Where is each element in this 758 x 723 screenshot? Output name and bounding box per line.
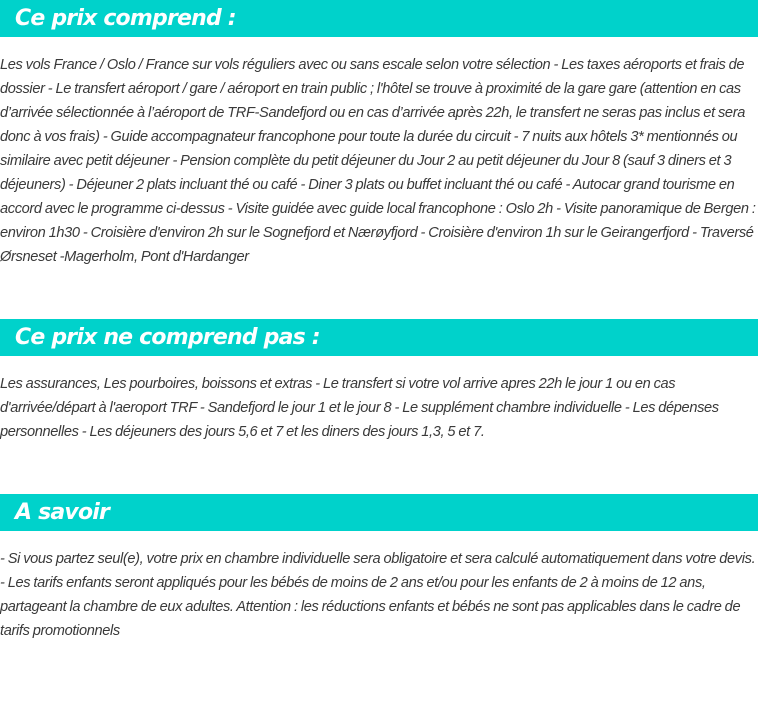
paragraph: - Si vous partez seul(e), votre prix en chambre individuelle sera obligatoire et sera calculé automatiquement dans votre devis. (0, 551, 756, 567)
section-header-good-to-know (0, 494, 758, 531)
section-title: A savoir (15, 500, 110, 525)
section-title: Ce prix comprend : (15, 6, 236, 31)
paragraph: - Les tarifs enfants seront appliqués pour les bébés de moins de 2 ans et/ou pour les enfants de 2 à moins de 12 ans, partageant la chambre de eux adultes. Attention : les réductions enfants et bébés ne sont pas applicables dans le cadre de tarifs promotionnels (0, 575, 741, 639)
section-header-price-includes (0, 0, 758, 37)
section-body-price-includes (0, 37, 758, 269)
section-header-price-excludes (0, 319, 758, 356)
section-price-includes (0, 0, 758, 269)
paragraph: Les assurances, Les pourboires, boissons et extras - Le transfert si votre vol arrive apres 22h le jour 1 ou en cas d'arrivée/départ à l'aeroport TRF - Sandefjord le jour 1 et le jour 8 - Le supplément chambre individuelle - Les dépenses personnelles - Les déjeuners des jours 5,6 et 7 et les diners des jours 1,3, 5 et 7. (0, 376, 719, 440)
paragraph: Les vols France / Oslo / France sur vols réguliers avec ou sans escale selon votre sélection - Les taxes aéroports et frais de dossier - Le transfert aéroport / gare / aéroport en train public ; l'hôtel se trouve à proximité de la gare gare (attention en cas d’arrivée sélectionnée à l’aéroport de TRF-Sandefjord ou en cas d’arrivée après 22h, le transfert ne seras pas inclus et sera donc à vos frais) - Guide accompagnateur francophone pour toute la durée du circuit - 7 nuits aux hôtels 3* mentionnés ou similaire avec petit déjeuner - Pension complète du petit déjeuner du Jour 2 au petit déjeuner du Jour 8 (sauf 3 diners et 3 déjeuners) - Déjeuner 2 plats incluant thé ou café - Diner 3 plats ou buffet incluant thé ou café - Autocar grand tourisme en accord avec le programme ci-dessus - Visite guidée avec guide local francophone : Oslo 2h - Visite panoramique de Bergen : environ 1h30 - Croisière d'environ 2h sur le Sognefjord et Nærøyfjord - Croisière d'environ 1h sur le Geirangerfjord - Traversé Ørsneset -Magerholm, Pont d'Hardanger (0, 57, 756, 265)
section-body-good-to-know (0, 531, 758, 643)
section-title: Ce prix ne comprend pas : (15, 325, 320, 350)
section-body-price-excludes (0, 356, 758, 444)
section-price-excludes (0, 319, 758, 444)
section-good-to-know (0, 494, 758, 643)
